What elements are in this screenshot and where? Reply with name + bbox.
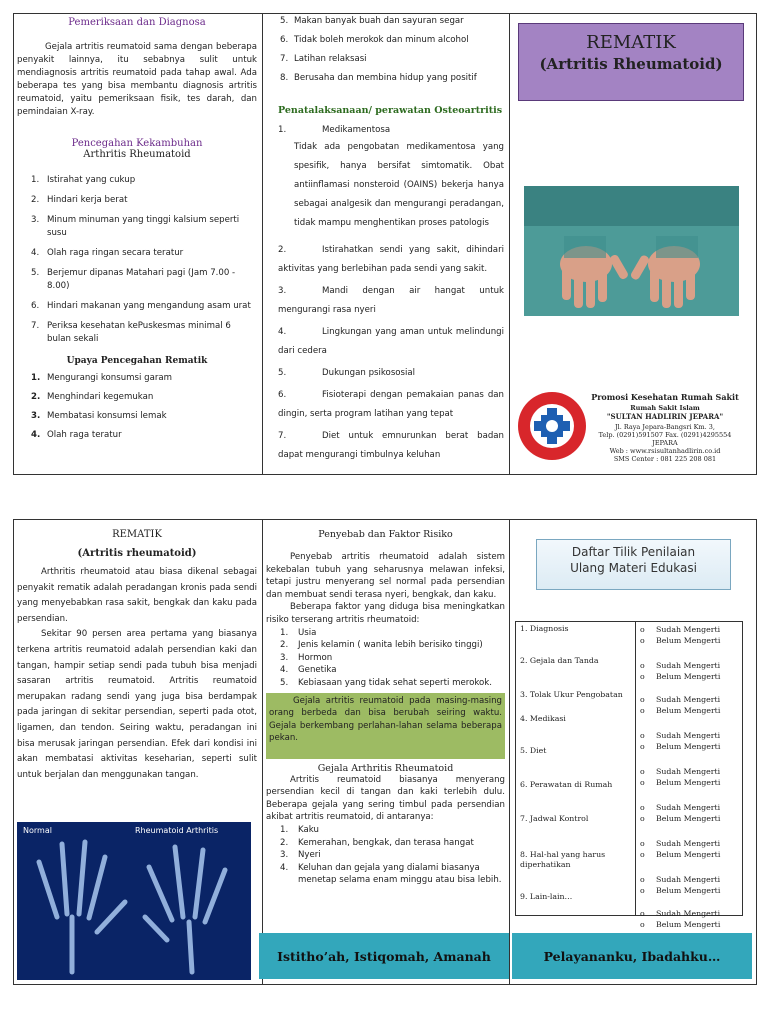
- care-item-text: Mandi dengan air hangat untuk mengurangi rasa nyeri: [278, 286, 504, 315]
- checkbox-bullet-icon: o: [640, 814, 645, 823]
- effort-item-text: Olah raga teratur: [47, 430, 122, 440]
- checkbox-bullet-icon: o: [640, 706, 645, 715]
- care-item-num: 6.: [278, 390, 287, 400]
- symptom-item: [280, 837, 505, 850]
- risk-item-text: Usia: [298, 627, 317, 638]
- brochure-title: REMATIK: [586, 32, 676, 53]
- effort-item-text: Mengurangi konsumsi garam: [47, 373, 173, 383]
- checklist-table: [515, 621, 743, 929]
- effort-list: [17, 372, 257, 442]
- intro-subtitle: (Artritis rheumatoid): [77, 548, 197, 559]
- banner-left: Istitho’ah, Istiqomah, Amanah: [259, 933, 509, 979]
- hospital-logo: [516, 390, 588, 462]
- prevent-item-text: Hindari kerja berat: [47, 195, 128, 205]
- option-not-understood[interactable]: [640, 813, 740, 824]
- checklist-options: [640, 766, 740, 788]
- lifestyle-item: [278, 34, 504, 47]
- option-understood-label: Sudah Mengerti: [656, 803, 721, 812]
- care-item: [278, 364, 504, 383]
- checklist-topic: 6. Perawatan di Rumah: [520, 780, 613, 789]
- care-text-1: Tidak ada pengobatan medikamentosa yang spesifik, hanya bersifat simtomatik. Obat antiinflamasi nonsteroid (OAINS) bekerja hanya sebagai analgesik dan mengurangi peradangan, tidak mampu menghentikan proses patologis: [294, 142, 504, 228]
- checklist-options: [640, 624, 740, 646]
- lifestyle-item-text: Makan banyak buah dan sayuran segar: [294, 16, 464, 26]
- cause-heading: Penyebab dan Faktor Risiko: [318, 529, 453, 540]
- lifestyle-item: [278, 72, 504, 85]
- care-item-num: 5.: [278, 368, 287, 378]
- option-not-understood[interactable]: [640, 741, 740, 752]
- prevent-item: [17, 267, 257, 293]
- option-understood-label: Sudah Mengerti: [656, 767, 721, 776]
- lifestyle-item-text: Berusaha dan membina hidup yang positif: [294, 73, 477, 83]
- option-not-understood-label: Belum Mengerti: [656, 742, 721, 751]
- care-item-text: Diet untuk emnurunkan berat badan dapat mengurangi timbulnya keluhan: [278, 431, 504, 460]
- exam-heading: Pemeriksaan dan Diagnosa: [68, 17, 206, 28]
- checklist-topic: 5. Diet: [520, 746, 547, 755]
- option-understood[interactable]: [640, 874, 740, 885]
- checkbox-bullet-icon: o: [640, 839, 645, 848]
- symptom-item-text: Kaku: [298, 824, 319, 835]
- prevent-item-text: Istirahat yang cukup: [47, 175, 136, 185]
- checklist-options: [640, 730, 740, 752]
- care-heading: Penatalaksanaan/ perawatan Osteoartritis: [278, 105, 503, 116]
- option-understood[interactable]: [640, 908, 740, 919]
- phone: Telp. (0291)591507 Fax. (0291)4295554: [598, 431, 732, 439]
- risk-item-text: Genetika: [298, 665, 337, 676]
- symptom-heading: Gejala Arthritis Rheumatoid: [317, 762, 454, 774]
- effort-item: [17, 372, 257, 385]
- checkbox-bullet-icon: o: [640, 695, 645, 704]
- option-understood-label: Sudah Mengerti: [656, 625, 721, 634]
- effort-item-num: 3.: [31, 411, 41, 421]
- care-list: [278, 241, 504, 465]
- intro-para2: Sekitar 90 persen area pertama yang biasanya terkena artritis reumatoid adalah persendian kaki dan tangan, hampir setiap sendi pada tubuh bisa menjadi sasaran artritis reumatoid. Artritis reumatoid merupakan radang sendi yang juga bisa berdampak pada jaringan di sekitar persendian, seperti pada otot, ligamen, dan tendon. Seiring waktu, peradangan ini bisa merusak jaringan persendian. Efek dari kondisi ini akan membatasi aktivitas keseharian, seperti sulit untuk berjalan dan menggunakan tangan.: [17, 629, 257, 780]
- risk-item-text: Hormon: [298, 652, 333, 663]
- option-not-understood-label: Belum Mengerti: [656, 672, 721, 681]
- checklist-topic: 1. Diagnosis: [520, 624, 569, 633]
- title-box: [518, 23, 744, 101]
- intro-title: REMATIK: [112, 529, 162, 540]
- prevent-item-text: Periksa kesehatan kePuskesmas minimal 6 bulan sekali: [47, 321, 231, 344]
- prevent-item: [17, 300, 257, 313]
- care-num-1: 1.: [278, 125, 287, 135]
- hands-photo: [524, 186, 739, 316]
- effort-item-text: Membatasi konsumsi lemak: [47, 411, 167, 421]
- checkbox-bullet-icon: o: [640, 731, 645, 740]
- prevent-item: [17, 247, 257, 260]
- prevent-item: [17, 174, 257, 187]
- option-understood-label: Sudah Mengerti: [656, 909, 721, 918]
- option-not-understood-label: Belum Mengerti: [656, 814, 721, 823]
- checkbox-bullet-icon: o: [640, 850, 645, 859]
- risk-item: [280, 664, 505, 677]
- symptom-item-text: Kemerahan, bengkak, dan terasa hangat: [298, 837, 474, 848]
- sms-center: SMS Center : 081 225 208 081: [613, 455, 717, 463]
- top-divider-2: [509, 13, 510, 475]
- option-not-understood-label: Belum Mengerti: [656, 920, 721, 929]
- risk-item-num: 5.: [280, 677, 289, 688]
- checklist-title-box: [536, 539, 731, 590]
- effort-item: [17, 391, 257, 404]
- checklist-title-line1: Daftar Tilik Penilaian: [571, 545, 696, 559]
- symptom-item: [280, 849, 505, 862]
- top-divider-1: [262, 13, 263, 475]
- lifestyle-item: [278, 53, 504, 66]
- lifestyle-list: [278, 15, 504, 85]
- option-not-understood-label: Belum Mengerti: [656, 778, 721, 787]
- prevent-item-text: Hindari makanan yang mengandung asam urat: [47, 301, 251, 311]
- care-item-num: 7.: [278, 431, 287, 441]
- risk-item: [280, 627, 505, 640]
- option-understood-label: Sudah Mengerti: [656, 839, 721, 848]
- effort-item: [17, 429, 257, 442]
- care-item: [278, 427, 504, 465]
- risk-item: [280, 639, 505, 652]
- effort-item-text: Menghindari kegemukan: [47, 392, 154, 402]
- checklist-title-line2: Ulang Materi Edukasi: [570, 561, 697, 575]
- risk-item: [280, 652, 505, 665]
- risk-list: [266, 627, 505, 690]
- prevent-item-text: Olah raga ringan secara teratur: [47, 248, 184, 258]
- bottom-col2: [266, 529, 505, 887]
- hands-illustration: [524, 186, 739, 316]
- option-understood-label: Sudah Mengerti: [656, 731, 721, 740]
- checkbox-bullet-icon: o: [640, 672, 645, 681]
- xray-image: [17, 822, 251, 980]
- risk-item-text: Kebiasaan yang tidak sehat seperti merokok.: [298, 677, 492, 688]
- bottom-col1: [17, 529, 257, 783]
- risk-item-num: 2.: [280, 640, 289, 651]
- lifestyle-item: [278, 15, 504, 28]
- symptom-item-num: 2.: [280, 837, 289, 848]
- symptom-item-text: Keluhan dan gejala yang dialami biasanya menetap selama enam minggu atau bisa lebih.: [298, 862, 502, 886]
- xray-label-left: Normal: [23, 826, 52, 835]
- checklist-topic: 8. Hal-hal yang harus diperhatikan: [520, 850, 606, 869]
- option-not-understood-label: Belum Mengerti: [656, 850, 721, 859]
- checkbox-bullet-icon: o: [640, 625, 645, 634]
- top-col1: [17, 15, 257, 448]
- option-understood[interactable]: [640, 766, 740, 777]
- prevent-item: [17, 194, 257, 207]
- care-item-num: 3.: [278, 286, 287, 296]
- option-understood-label: Sudah Mengerti: [656, 661, 721, 670]
- prevent-item-num: 2.: [31, 195, 40, 205]
- brochure-subtitle: (Artritis Rheumatoid): [539, 55, 723, 73]
- lifestyle-item-num: 5.: [280, 16, 289, 26]
- option-not-understood[interactable]: [640, 885, 740, 896]
- xray-label-right: Rheumatoid Arthritis: [135, 826, 219, 835]
- symptom-item: [280, 862, 505, 887]
- promo-name: "SULTAN HADLIRIN JEPARA": [606, 412, 724, 421]
- prevent-item-text: Berjemur dipanas Matahari pagi (Jam 7.00 - 8.00): [47, 268, 236, 291]
- address: Jl. Raya Jepara-Bangsri Km. 3,: [615, 423, 715, 431]
- checklist-options: [640, 660, 740, 682]
- option-understood[interactable]: [640, 624, 740, 635]
- option-understood-label: Sudah Mengerti: [656, 875, 721, 884]
- effort-item: [17, 410, 257, 423]
- checklist-options: [640, 908, 740, 930]
- intro-para1: Arthritis rheumatoid atau biasa dikenal sebagai penyakit rematik adalah peradangan kronis pada sendi yang menyebabkan rasa sakit, bengkak dan kaku pada persendian.: [17, 567, 257, 624]
- checkbox-bullet-icon: o: [640, 920, 645, 929]
- effort-item-num: 1.: [31, 373, 41, 383]
- symptom-item: [280, 824, 505, 837]
- checkbox-bullet-icon: o: [640, 803, 645, 812]
- checkbox-bullet-icon: o: [640, 661, 645, 670]
- risk-item-num: 1.: [280, 627, 289, 638]
- care-item-text: Istirahatkan sendi yang sakit, dihindari aktivitas yang berlebihan pada sendi yang sakit.: [278, 245, 504, 274]
- checklist-topic: 9. Lain-lain…: [520, 892, 573, 901]
- checklist-col-divider: [635, 622, 636, 915]
- care-item-text: Fisioterapi dengan pemakaian panas dan dingin, serta program latihan yang tepat: [278, 390, 504, 419]
- care-item-1: [278, 124, 504, 137]
- care-item: [278, 241, 504, 279]
- prevent-item-num: 6.: [31, 301, 40, 311]
- option-understood[interactable]: [640, 694, 740, 705]
- cause-text: Penyebab artritis rheumatoid adalah sistem kekebalan tubuh yang seharusnya melawan infeksi, tetapi justru menyerang sel normal pada persendian dan membuat sendi terasa nyeri, bengkak, dan kaku.: [266, 552, 505, 600]
- prevent-item: [17, 320, 257, 346]
- effort-item-num: 2.: [31, 392, 41, 402]
- highlight-text: Gejala artritis reumatoid pada masing-masing orang berbeda dan bisa berubah seiring waktu. Gejala berkembang perlahan-lahan selama beberapa pekan.: [269, 695, 502, 744]
- symptom-list: [266, 824, 505, 887]
- promo-sub: Rumah Sakit Islam: [630, 404, 700, 412]
- checklist-topic: 3. Tolak Ukur Pengobatan: [520, 690, 623, 699]
- option-not-understood[interactable]: [640, 635, 740, 646]
- top-col2: [278, 15, 504, 468]
- option-understood[interactable]: [640, 730, 740, 741]
- option-understood[interactable]: [640, 838, 740, 849]
- checklist-options: [640, 694, 740, 716]
- checkbox-bullet-icon: o: [640, 886, 645, 895]
- effort-heading: Upaya Pencegahan Rematik: [66, 356, 208, 366]
- care-item-text: Dukungan psikososial: [322, 368, 416, 378]
- prevent-item-num: 3.: [31, 215, 40, 225]
- checkbox-bullet-icon: o: [640, 909, 645, 918]
- highlight-box: [266, 693, 505, 759]
- checkbox-bullet-icon: o: [640, 875, 645, 884]
- checkbox-bullet-icon: o: [640, 636, 645, 645]
- lifestyle-item-num: 7.: [280, 54, 289, 64]
- care-title-1: Medikamentosa: [322, 125, 391, 135]
- care-item: [278, 323, 504, 361]
- city: JEPARA: [652, 439, 678, 447]
- banner-right: Pelayananku, Ibadahku…: [512, 933, 752, 979]
- option-not-understood-label: Belum Mengerti: [656, 886, 721, 895]
- lifestyle-item-text: Latihan relaksasi: [294, 54, 367, 64]
- risk-item: [280, 677, 505, 690]
- checkbox-bullet-icon: o: [640, 778, 645, 787]
- xray-illustration: [17, 822, 251, 980]
- promo-title: Promosi Kesehatan Rumah Sakit: [591, 392, 739, 402]
- option-not-understood-label: Belum Mengerti: [656, 706, 721, 715]
- checklist-topic: 2. Gejala dan Tanda: [520, 656, 599, 665]
- care-item-text: Lingkungan yang aman untuk melindungi dari cedera: [278, 327, 504, 356]
- checklist-options: [640, 802, 740, 824]
- checklist-topic: 4. Medikasi: [520, 714, 566, 723]
- prevent-item-num: 1.: [31, 175, 40, 185]
- prevent-item-num: 5.: [31, 268, 40, 278]
- prevent-item-num: 4.: [31, 248, 40, 258]
- option-not-understood[interactable]: [640, 777, 740, 788]
- care-item-num: 2.: [278, 245, 287, 255]
- symptom-item-text: Nyeri: [298, 850, 321, 861]
- lifestyle-item-text: Tidak boleh merokok dan minum alcohol: [294, 35, 469, 45]
- symptom-item-num: 3.: [280, 850, 289, 861]
- option-understood[interactable]: [640, 802, 740, 813]
- option-not-understood[interactable]: [640, 671, 740, 682]
- option-not-understood[interactable]: [640, 705, 740, 716]
- symptom-item-num: 4.: [280, 862, 289, 873]
- checkbox-bullet-icon: o: [640, 767, 645, 776]
- risk-item-num: 3.: [280, 652, 289, 663]
- option-not-understood[interactable]: [640, 919, 740, 930]
- option-understood[interactable]: [640, 660, 740, 671]
- symptom-text: Artritis reumatoid biasanya menyerang persendian kecil di tangan dan kaki terlebih dulu. Beberapa gejala yang sering timbul pada persendian akibat artritis reumatoid, di antaranya:: [266, 774, 505, 823]
- prevent-item-text: Minum minuman yang tinggi kalsium seperti susu: [47, 215, 240, 238]
- checklist-options: [640, 838, 740, 860]
- lifestyle-item-num: 8.: [280, 73, 289, 83]
- option-not-understood[interactable]: [640, 849, 740, 860]
- hospital-logo-icon: [516, 390, 588, 462]
- option-understood-label: Sudah Mengerti: [656, 695, 721, 704]
- prevent-subheading: Arthritis Rheumatoid: [83, 149, 191, 160]
- care-item: [278, 386, 504, 424]
- prevent-heading: Pencegahan Kekambuhan: [71, 138, 203, 149]
- care-item: [278, 282, 504, 320]
- care-item-num: 4.: [278, 327, 287, 337]
- prevent-list: [17, 174, 257, 346]
- risk-intro: Beberapa faktor yang diduga bisa meningkatkan risiko terserang artritis rheumatoid:: [266, 602, 505, 625]
- web[interactable]: Web : www.rsisultanhadlirin.co.id: [609, 447, 721, 455]
- checklist-topic: 7. Jadwal Kontrol: [520, 814, 589, 823]
- checkbox-bullet-icon: o: [640, 742, 645, 751]
- prevent-item: [17, 214, 257, 240]
- risk-item-text: Jenis kelamin ( wanita lebih berisiko tinggi): [298, 640, 483, 651]
- symptom-item-num: 1.: [280, 824, 289, 835]
- prevent-item-num: 7.: [31, 321, 40, 331]
- option-not-understood-label: Belum Mengerti: [656, 636, 721, 645]
- risk-item-num: 4.: [280, 665, 289, 676]
- bottom-divider-1: [262, 519, 263, 985]
- effort-item-num: 4.: [31, 430, 41, 440]
- lifestyle-item-num: 6.: [280, 35, 289, 45]
- bottom-divider-2: [509, 519, 510, 985]
- exam-text: Gejala artritis reumatoid sama dengan beberapa penyakit lainnya, itu sebabnya sulit untuk mendiagnosis artritis reumatoid pada tahap awal. Ada beberapa tes yang bisa membantu diagnosis artritis reumatoid, yaitu pemeriksaan fisik, tes darah, dan pemindaian X-ray.: [17, 42, 257, 117]
- checklist-options: [640, 874, 740, 896]
- promo-block: [590, 392, 740, 463]
